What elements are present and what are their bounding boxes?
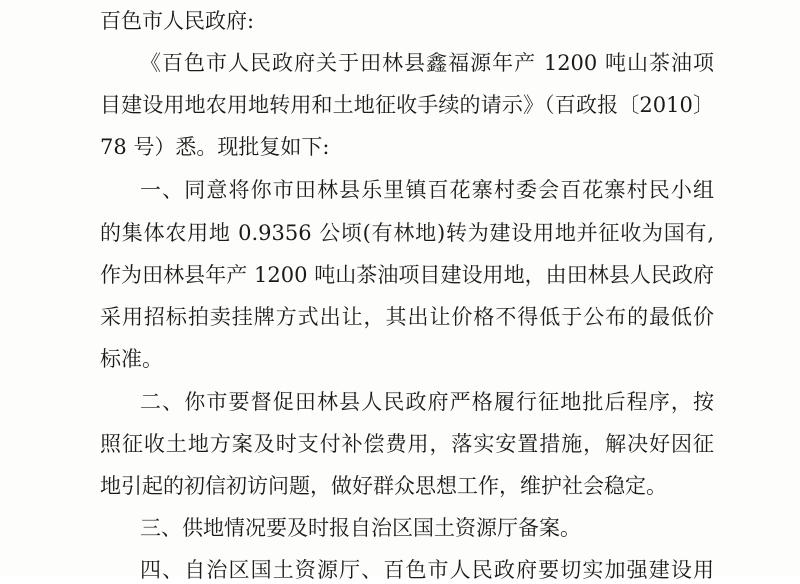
text-line: 《百色市人民政府关于田林县鑫福源年产 1200 吨山茶油项 — [140, 51, 714, 75]
text-line: 一、同意将你市田林县乐里镇百花寨村委会百花寨村民小组 — [140, 178, 714, 202]
text-line: 采用招标拍卖挂牌方式出让，其出让价格不得低于公布的最低价 — [100, 305, 714, 329]
text-line: 标准。 — [100, 347, 163, 371]
text-line: 二、你市要督促田林县人民政府严格履行征地批后程序，按 — [140, 390, 714, 414]
text-line: 作为田林县年产 1200 吨山茶油项目建设用地，由田林县人民政府 — [100, 263, 714, 287]
text-line: 四、自治区国土资源厅、百色市人民政府要切实加强建设用 — [140, 558, 714, 582]
text-line: 地引起的初信初访问题，做好群众思想工作，维护社会稳定。 — [100, 474, 667, 498]
text-line: 目建设用地农用地转用和土地征收手续的请示》（百政报〔2010〕 — [100, 93, 714, 117]
text-line: 78 号）悉。现批复如下: — [100, 135, 330, 159]
text-line: 的集体农用地 0.9356 公顷(有林地)转为建设用地并征收为国有, — [100, 221, 714, 245]
addressee: 百色市人民政府: — [100, 9, 255, 33]
text-line: 三、供地情况要及时报自治区国土资源厅备案。 — [140, 516, 581, 540]
text-line: 照征收土地方案及时支付补偿费用，落实安置措施，解决好因征 — [100, 432, 714, 456]
